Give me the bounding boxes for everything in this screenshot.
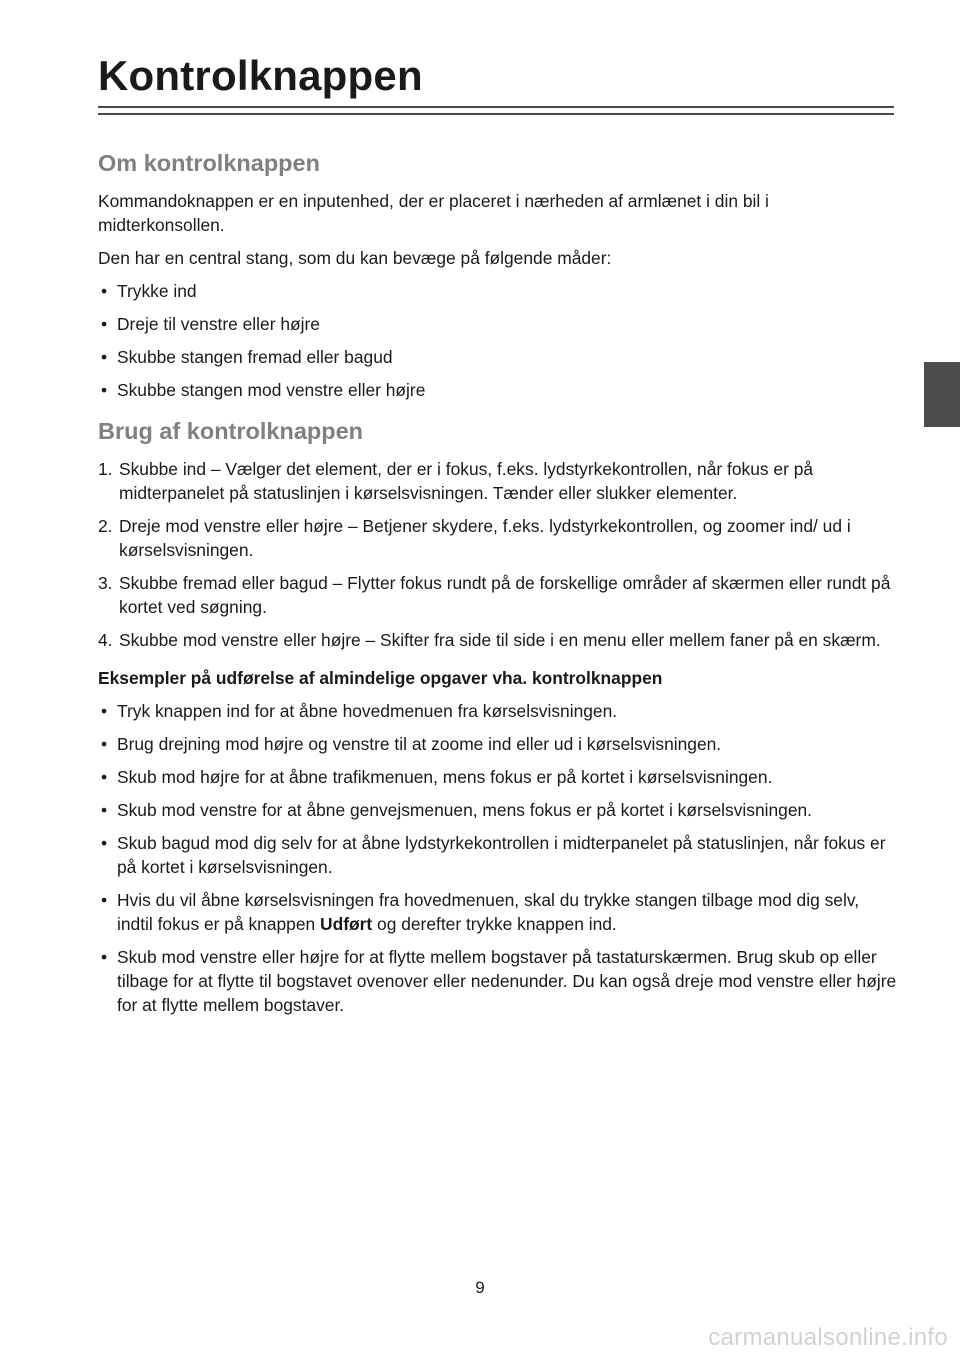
list-item: • Skubbe stangen mod venstre eller højre	[98, 378, 898, 402]
done-button-name: Udført	[320, 914, 373, 934]
watermark: carmanualsonline.info	[708, 1324, 948, 1351]
movement-list	[98, 279, 898, 402]
list-item: • Trykke ind	[98, 279, 898, 303]
step-text: Dreje mod venstre eller højre – Betjener skydere, f.eks. lydstyrkekontrollen, og zoomer ind/ ud i kørselsvisningen.	[119, 516, 851, 560]
step-text: Skubbe mod venstre eller højre – Skifter fra side til side i en menu eller mellem faner på en skærm.	[119, 630, 881, 650]
intro-paragraph: Kommandoknappen er en inputenhed, der er placeret i nærheden af armlænet i din bil i midterkonsollen.	[98, 191, 769, 235]
list-item	[98, 888, 898, 936]
step-number: 3.	[98, 573, 113, 593]
list-item: • Skub mod venstre for at åbne genvejsmenuen, mens fokus er på kortet i kørselsvisningen.	[98, 798, 898, 822]
page-content	[98, 150, 898, 1026]
list-item: • Skub mod højre for at åbne trafikmenuen, mens fokus er på kortet i kørselsvisningen.	[98, 765, 898, 789]
list-item: • Brug drejning mod højre og venstre til at zoome ind eller ud i kørselsvisningen.	[98, 732, 898, 756]
usage-steps-list	[98, 457, 898, 652]
section-heading-about: Om kontrolknappen	[98, 150, 320, 176]
list-item: • Skubbe stangen fremad eller bagud	[98, 345, 898, 369]
step-number: 2.	[98, 516, 113, 536]
list-item: • Skub bagud mod dig selv for at åbne lydstyrkekontrollen i midterpanelet på statuslinjen, når fokus er på kortet i kørselsvisningen.	[98, 831, 898, 879]
section-heading-usage: Brug af kontrolknappen	[98, 418, 364, 444]
example-text-before: Hvis du vil åbne kørselsvisningen fra hovedmenuen, skal du trykke stangen tilbage mod dig selv, indtil fokus er på knappen	[117, 890, 860, 934]
step-item	[98, 628, 898, 652]
example-text-after: og derefter trykke knappen ind.	[372, 914, 617, 934]
list-item: • Skub mod venstre eller højre for at flytte mellem bogstaver på tastaturskærmen. Brug skub op eller tilbage for at flytte til bogstavet ovenover eller nedenunder. Du kan også dreje mod venstre eller højre for at flytte mellem bogstaver.	[98, 945, 898, 1017]
step-number: 1.	[98, 459, 113, 479]
examples-subheading: Eksempler på udførelse af almindelige opgaver vha. kontrolknappen	[98, 668, 663, 688]
chapter-side-tab	[924, 362, 960, 427]
step-item	[98, 571, 898, 619]
list-item: • Dreje til venstre eller højre	[98, 312, 898, 336]
page-title: Kontrolknappen	[98, 52, 423, 99]
lead-paragraph: Den har en central stang, som du kan bevæge på følgende måder:	[98, 248, 612, 268]
examples-list	[98, 699, 898, 1017]
list-item: • Tryk knappen ind for at åbne hovedmenuen fra kørselsvisningen.	[98, 699, 898, 723]
step-number: 4.	[98, 630, 113, 650]
step-text: Skubbe ind – Vælger det element, der er i fokus, f.eks. lydstyrkekontrollen, når fokus er på midterpanelet på statuslinjen i kørselsvisningen. Tænder eller slukker elementer.	[119, 459, 814, 503]
step-item	[98, 514, 898, 562]
step-item	[98, 457, 898, 505]
page-number: 9	[475, 1278, 485, 1297]
step-text: Skubbe fremad eller bagud – Flytter fokus rundt på de forskellige områder af skærmen eller rundt på kortet ved søgning.	[119, 573, 891, 617]
title-double-rule	[98, 106, 894, 115]
